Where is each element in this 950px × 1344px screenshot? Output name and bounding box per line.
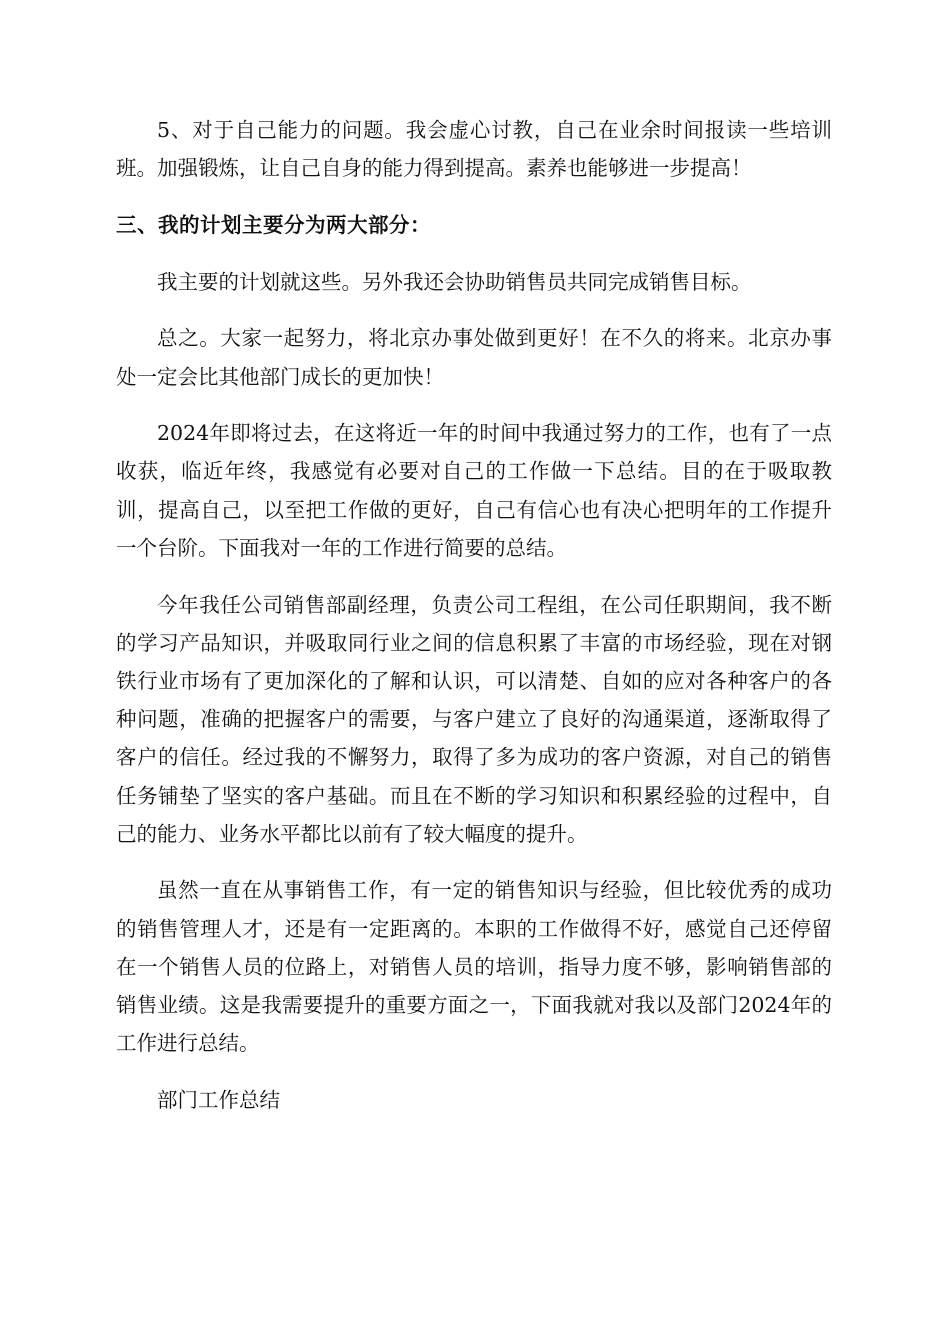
paragraph-shortcomings: 虽然一直在从事销售工作，有一定的销售知识与经验，但比较优秀的成功的销售管理人才，还是有一定距离的。本职的工作做得不好，感觉自己还停留在一个销售人员的位路上，对销售人员的培训，指导力度不够，影响销售部的销售业绩。这是我需要提升的重要方面之一，下面我就对我以及部门2024年的工作进行总结。 — [116, 878, 832, 1056]
paragraph-main-plan: 我主要的计划就这些。另外我还会协助销售员共同完成销售目标。 — [157, 269, 752, 294]
paragraph-year-intro: 2024年即将过去，在这将近一年的时间中我通过努力的工作，也有了一点收获，临近年终，我感觉有必要对自己的工作做一下总结。目的在于吸取教训，提高自己，以至把工作做的更好，自己有信心也有决心把明年的工作提升一个台阶。下面我对一年的工作进行简要的总结。 — [116, 421, 832, 560]
section-heading-plan: 三、我的计划主要分为两大部分： — [116, 212, 431, 237]
document-body — [116, 111, 832, 1119]
paragraph-self-improvement: 5、对于自己能力的问题。我会虚心讨教，自己在业余时间报读一些培训班。加强锻炼，让自己自身的能力得到提高。素养也能够进一步提高！ — [116, 118, 832, 181]
paragraph-department-summary-title: 部门工作总结 — [157, 1087, 280, 1112]
paragraph-role-summary: 今年我任公司销售部副经理，负责公司工程组，在公司任职期间，我不断的学习产品知识，并吸取同行业之间的信息积累了丰富的市场经验，现在对钢铁行业市场有了更加深化的了解和认识，可以清楚、自如的应对各种客户的各种问题，准确的把握客户的需要，与客户建立了良好的沟通渠道，逐渐取得了客户的信任。经过我的不懈努力，取得了多为成功的客户资源，对自己的销售任务铺垫了坚实的客户基础。而且在不断的学习知识和积累经验的过程中，自己的能力、业务水平都比以前有了较大幅度的提升。 — [116, 592, 832, 846]
paragraph-conclusion: 总之。大家一起努力，将北京办事处做到更好！在不久的将来。北京办事处一定会比其他部门成长的更加快！ — [116, 326, 832, 389]
